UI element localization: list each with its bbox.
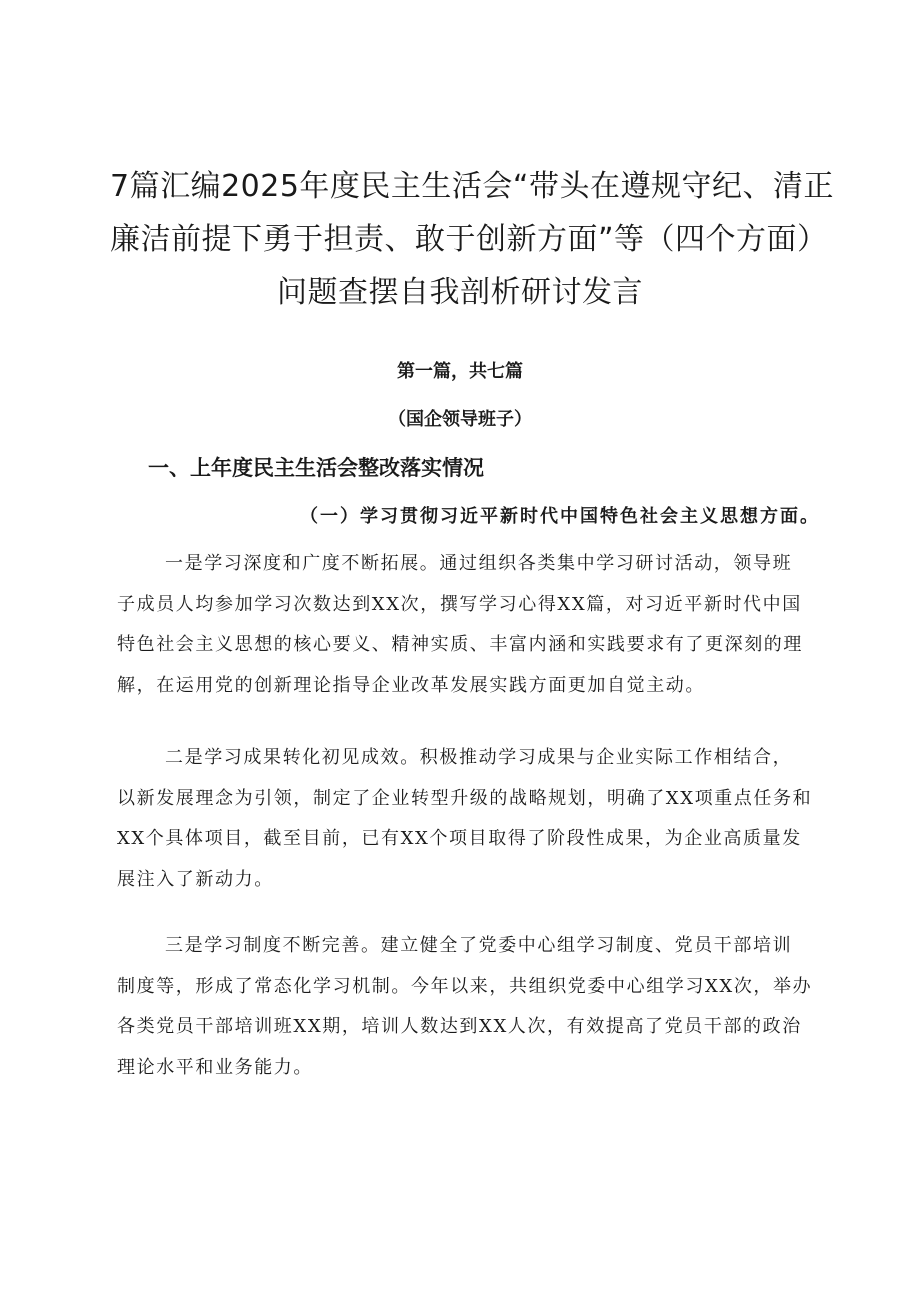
paragraph-line: 一是学习深度和广度不断拓展。通过组织各类集中学习研讨活动，领导班: [165, 553, 793, 574]
section-heading: 一、上年度民主生活会整改落实情况: [148, 456, 484, 480]
paragraph-line: 展注入了新动力。: [117, 868, 274, 890]
title-line: 廉洁前提下勇于担责、敢于创新方面”等（四个方面）: [110, 222, 828, 257]
document-title: [110, 160, 834, 319]
paragraph-line: 解，在运用党的创新理论指导企业改革发展实践方面更加自觉主动。: [117, 674, 705, 696]
paragraph-line: 以新发展理念为引领，制定了企业转型升级的战略规划，明确了XX项重点任务和: [117, 787, 813, 809]
paragraph-line: 理论水平和业务能力。: [117, 1056, 313, 1078]
paragraph-line: XX个具体项目，截至目前，已有XX个项目取得了阶段性成果，为企业高质量发: [117, 828, 802, 849]
title-line: 问题查摆自我剖析研讨发言: [277, 275, 643, 310]
body-paragraph: [117, 544, 817, 706]
paragraph-line: 三是学习制度不断完善。建立健全了党委中心组学习制度、党员干部培训: [165, 935, 793, 956]
paragraph-line: 特色社会主义思想的核心要义、精神实质、丰富内涵和实践要求有了更深刻的理: [117, 634, 803, 655]
subsection-heading: （一）学习贯彻习近平新时代中国特色社会主义思想方面。: [300, 506, 820, 527]
paragraph-line: 各类党员干部培训班XX期，培训人数达到XX人次，有效提高了党员干部的政治: [117, 1016, 802, 1037]
body-paragraph: [117, 738, 817, 900]
part-subheading: （国企领导班子）: [388, 409, 532, 430]
body-paragraph: [117, 926, 817, 1088]
paragraph-line: 二是学习成果转化初见成效。积极推动学习成果与企业实际工作相结合，: [165, 747, 793, 768]
part-heading: 第一篇，共七篇: [397, 361, 523, 382]
title-line: 7篇汇编2025年度民主生活会“带头在遵规守纪、清正: [110, 169, 834, 204]
paragraph-line: 子成员人均参加学习次数达到XX次，撰写学习心得XX篇，对习近平新时代中国: [117, 593, 802, 615]
paragraph-line: 制度等，形成了常态化学习机制。今年以来，共组织党委中心组学习XX次，举办: [117, 975, 813, 997]
